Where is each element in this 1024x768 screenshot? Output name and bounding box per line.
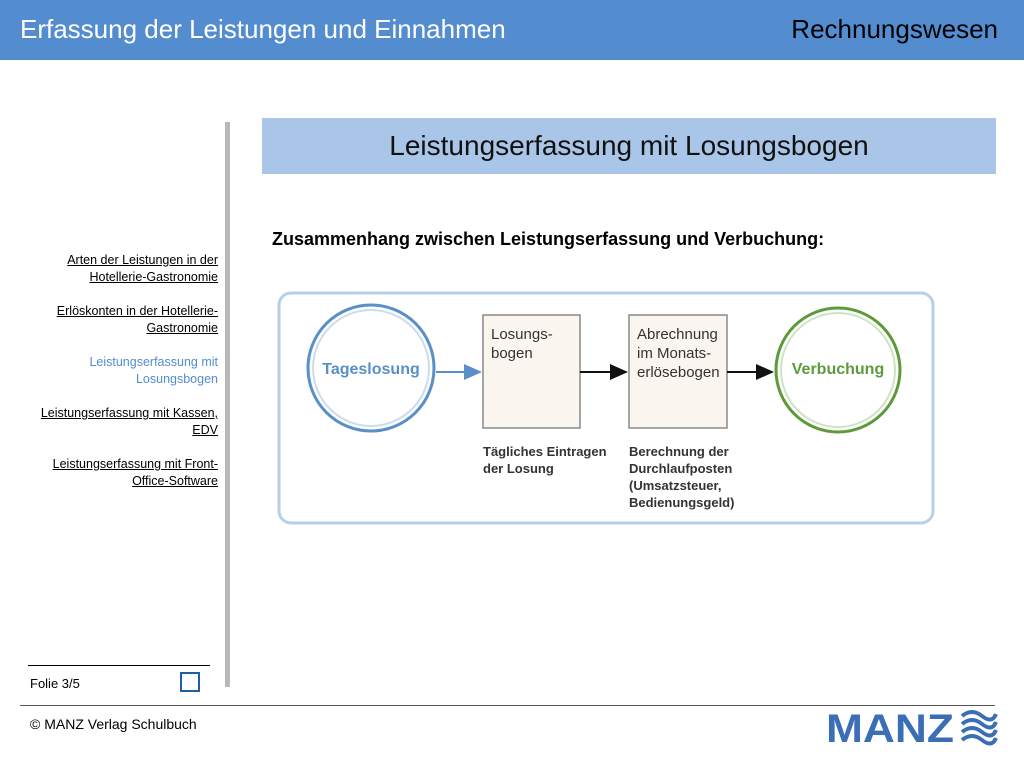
sidebar-divider (225, 122, 230, 687)
caption-box2-line4: Bedienungsgeld) (629, 495, 735, 510)
caption-box2-line2: Durchlaufposten (629, 461, 733, 476)
caption-box2-line1: Berechnung der (629, 444, 729, 459)
circle-verbuchung-label: Verbuchung (791, 361, 885, 378)
flow-diagram-svg (276, 290, 936, 526)
sidebar-nav (20, 252, 218, 507)
header-title: Erfassung der Leistungen und Einnahmen (20, 14, 506, 44)
box-losungsbogen-line2: bogen (491, 345, 533, 362)
manz-logo-text: MANZ (826, 707, 954, 746)
nav-item-arten[interactable]: Arten der Leistungen in der Hotellerie-Gastronomie (67, 253, 218, 284)
footer-divider (28, 665, 210, 666)
caption-box1-line2: der Losung (483, 461, 554, 476)
caption-box2-line3: (Umsatzsteuer, (629, 478, 722, 493)
nav-item-erloeskonten[interactable]: Erlöskonten in der Hotellerie-Gastronomie (56, 304, 218, 335)
caption-box1-line1: Tägliches Eintragen (483, 444, 607, 459)
box-monatserloesebogen-line2: im Monats- (637, 345, 712, 362)
home-button[interactable] (180, 672, 200, 692)
circle-tageslosung-label: Tageslosung (322, 361, 420, 378)
slide-title-bar (262, 118, 996, 174)
copyright: © MANZ Verlag Schulbuch (30, 716, 197, 732)
slide-title: Leistungserfassung mit Losungsbogen (389, 130, 869, 161)
flow-diagram (276, 290, 936, 526)
nav-item-front-office[interactable]: Leistungserfassung mit Front-Office-Software (52, 457, 218, 488)
header-section: Rechnungswesen (791, 14, 998, 44)
box-monatserloesebogen-line3: erlösebogen (637, 364, 720, 381)
nav-item-losungsbogen[interactable]: Leistungserfassung mit Losungsbogen (89, 355, 218, 386)
slide-subtitle: Zusammenhang zwischen Leistungserfassung und Verbuchung: (272, 229, 825, 249)
nav-item-kassen-edv[interactable]: Leistungserfassung mit Kassen, EDV (40, 406, 218, 437)
manz-logo (826, 706, 998, 746)
box-losungsbogen-line1: Losungs- (491, 326, 553, 343)
box-monatserloesebogen-line1: Abrechnung (637, 326, 718, 343)
header-bar (0, 0, 1024, 60)
slide-counter: Folie 3/5 (30, 676, 80, 691)
manz-wave-icon (962, 712, 996, 744)
